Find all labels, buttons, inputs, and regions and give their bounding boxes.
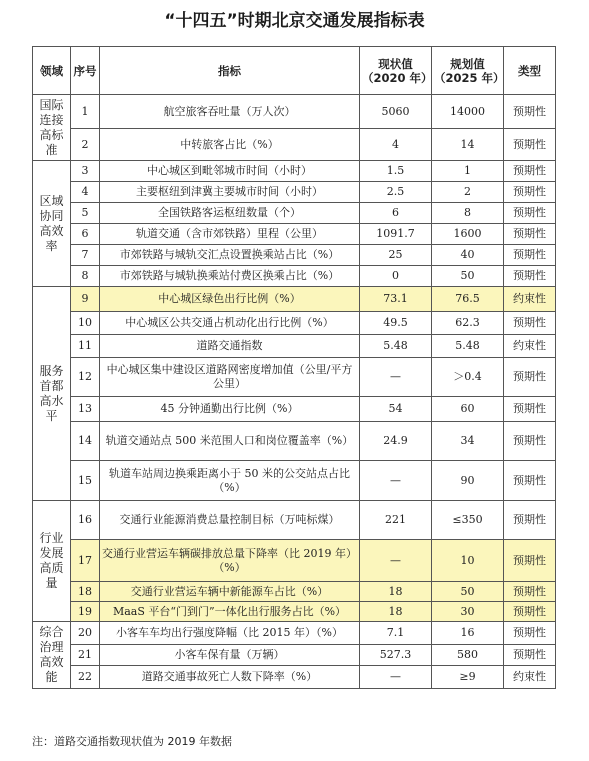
indicator-type: 约束性 [504, 335, 556, 358]
target-value: ≤350 [432, 501, 504, 540]
current-value: — [360, 358, 432, 397]
table-row [33, 95, 556, 129]
domain-cell: 行业发展高质量 [33, 501, 71, 622]
table-row [33, 224, 556, 245]
indicator-cell: 45 分钟通勤出行比例（%） [100, 397, 360, 422]
header-type: 类型 [504, 47, 556, 95]
table-row [33, 129, 556, 161]
target-value: 2 [432, 182, 504, 203]
header-indicator: 指标 [100, 47, 360, 95]
indicator-type: 预期性 [504, 266, 556, 287]
current-value: 5.48 [360, 335, 432, 358]
indicator-cell: 中转旅客占比（%） [100, 129, 360, 161]
target-value: 30 [432, 602, 504, 622]
table-row [33, 312, 556, 335]
table-row [33, 461, 556, 501]
table-row [33, 501, 556, 540]
indicator-cell: 中心城区到毗邻城市时间（小时） [100, 161, 360, 182]
row-number: 16 [71, 501, 100, 540]
row-number: 6 [71, 224, 100, 245]
target-value: 14 [432, 129, 504, 161]
indicator-cell: 轨道车站周边换乘距离小于 50 米的公交站点占比（%） [100, 461, 360, 501]
row-number: 8 [71, 266, 100, 287]
table-row [33, 287, 556, 312]
current-value: 6 [360, 203, 432, 224]
target-value: 14000 [432, 95, 504, 129]
table-row [33, 622, 556, 645]
indicator-type: 约束性 [504, 287, 556, 312]
target-value: 8 [432, 203, 504, 224]
target-value: 1600 [432, 224, 504, 245]
row-number: 18 [71, 582, 100, 602]
current-value: 25 [360, 245, 432, 266]
row-number: 12 [71, 358, 100, 397]
indicator-type: 预期性 [504, 645, 556, 666]
indicator-type: 预期性 [504, 397, 556, 422]
current-value: 1.5 [360, 161, 432, 182]
indicator-type: 预期性 [504, 540, 556, 582]
current-value: 49.5 [360, 312, 432, 335]
indicator-cell: 市郊铁路与城轨交汇点设置换乘站占比（%） [100, 245, 360, 266]
footnote: 注：道路交通指数现状值为 2019 年数据 [32, 735, 232, 748]
domain-cell: 综合治理高效能 [33, 622, 71, 689]
row-number: 20 [71, 622, 100, 645]
indicator-cell: 轨道交通站点 500 米范围人口和岗位覆盖率（%） [100, 422, 360, 461]
indicator-type: 预期性 [504, 582, 556, 602]
target-value: 1 [432, 161, 504, 182]
current-value: 221 [360, 501, 432, 540]
current-value: — [360, 540, 432, 582]
current-value: 54 [360, 397, 432, 422]
row-number: 14 [71, 422, 100, 461]
current-value: 24.9 [360, 422, 432, 461]
header-target: 规划值 （2025 年） [432, 47, 504, 95]
table-row [33, 540, 556, 582]
table-row [33, 397, 556, 422]
domain-cell: 国际连接高标准 [33, 95, 71, 161]
indicator-cell: 道路交通事故死亡人数下降率（%） [100, 666, 360, 689]
indicator-cell: 航空旅客吞吐量（万人次） [100, 95, 360, 129]
current-value: 73.1 [360, 287, 432, 312]
header-no: 序号 [71, 47, 100, 95]
header-current: 现状值 （2020 年） [360, 47, 432, 95]
current-value: 18 [360, 602, 432, 622]
indicator-type: 预期性 [504, 358, 556, 397]
table-row [33, 422, 556, 461]
indicator-cell: 小客车保有量（万辆） [100, 645, 360, 666]
indicator-type: 预期性 [504, 501, 556, 540]
table-row [33, 161, 556, 182]
table-row [33, 358, 556, 397]
row-number: 10 [71, 312, 100, 335]
row-number: 13 [71, 397, 100, 422]
indicator-cell: 全国铁路客运枢纽数量（个） [100, 203, 360, 224]
indicator-cell: 主要枢纽到津冀主要城市时间（小时） [100, 182, 360, 203]
row-number: 3 [71, 161, 100, 182]
table-row [33, 666, 556, 689]
row-number: 17 [71, 540, 100, 582]
current-value: 7.1 [360, 622, 432, 645]
row-number: 9 [71, 287, 100, 312]
target-value: 580 [432, 645, 504, 666]
target-value: 16 [432, 622, 504, 645]
indicator-table [32, 46, 556, 689]
table-row [33, 266, 556, 287]
table-row [33, 245, 556, 266]
indicator-type: 预期性 [504, 602, 556, 622]
indicator-type: 预期性 [504, 622, 556, 645]
indicator-cell: 中心城区集中建设区道路网密度增加值（公里/平方公里） [100, 358, 360, 397]
row-number: 5 [71, 203, 100, 224]
domain-cell: 服务首都高水平 [33, 287, 71, 501]
indicator-cell: 中心城区公共交通占机动化出行比例（%） [100, 312, 360, 335]
current-value: — [360, 666, 432, 689]
current-value: 4 [360, 129, 432, 161]
header-domain: 领域 [33, 47, 71, 95]
target-value: 40 [432, 245, 504, 266]
target-value: 76.5 [432, 287, 504, 312]
indicator-type: 预期性 [504, 422, 556, 461]
indicator-cell: 交通行业营运车辆中新能源车占比（%） [100, 582, 360, 602]
indicator-cell: 交通行业能源消费总量控制目标（万吨标煤） [100, 501, 360, 540]
target-value: 50 [432, 582, 504, 602]
table-row [33, 203, 556, 224]
row-number: 15 [71, 461, 100, 501]
row-number: 21 [71, 645, 100, 666]
indicator-type: 预期性 [504, 203, 556, 224]
current-value: 5060 [360, 95, 432, 129]
domain-cell: 区域协同高效率 [33, 161, 71, 287]
indicator-cell: 轨道交通（含市郊铁路）里程（公里） [100, 224, 360, 245]
target-value: ＞0.4 [432, 358, 504, 397]
current-value: — [360, 461, 432, 501]
target-value: 10 [432, 540, 504, 582]
page-title: “十四五”时期北京交通发展指标表 [164, 11, 425, 31]
indicator-type: 预期性 [504, 161, 556, 182]
table-header-row [33, 47, 556, 95]
current-value: 527.3 [360, 645, 432, 666]
indicator-cell: 道路交通指数 [100, 335, 360, 358]
row-number: 22 [71, 666, 100, 689]
row-number: 1 [71, 95, 100, 129]
target-value: 50 [432, 266, 504, 287]
table-row [33, 182, 556, 203]
indicator-type: 预期性 [504, 312, 556, 335]
row-number: 7 [71, 245, 100, 266]
table-row [33, 582, 556, 602]
current-value: 1091.7 [360, 224, 432, 245]
indicator-type: 约束性 [504, 666, 556, 689]
indicator-cell: 中心城区绿色出行比例（%） [100, 287, 360, 312]
table-row [33, 645, 556, 666]
target-value: 90 [432, 461, 504, 501]
target-value: 34 [432, 422, 504, 461]
current-value: 0 [360, 266, 432, 287]
indicator-type: 预期性 [504, 461, 556, 501]
indicator-type: 预期性 [504, 95, 556, 129]
row-number: 11 [71, 335, 100, 358]
row-number: 4 [71, 182, 100, 203]
indicator-type: 预期性 [504, 224, 556, 245]
indicator-cell: MaaS 平台“门到门”一体化出行服务占比（%） [100, 602, 360, 622]
target-value: ≥9 [432, 666, 504, 689]
target-value: 62.3 [432, 312, 504, 335]
indicator-cell: 市郊铁路与城轨换乘站付费区换乘占比（%） [100, 266, 360, 287]
row-number: 19 [71, 602, 100, 622]
current-value: 2.5 [360, 182, 432, 203]
indicator-cell: 小客车车均出行强度降幅（比 2015 年）（%） [100, 622, 360, 645]
indicator-type: 预期性 [504, 129, 556, 161]
indicator-type: 预期性 [504, 245, 556, 266]
row-number: 2 [71, 129, 100, 161]
target-value: 60 [432, 397, 504, 422]
target-value: 5.48 [432, 335, 504, 358]
table-row [33, 335, 556, 358]
current-value: 18 [360, 582, 432, 602]
indicator-cell: 交通行业营运车辆碳排放总量下降率（比 2019 年）（%） [100, 540, 360, 582]
indicator-type: 预期性 [504, 182, 556, 203]
table-row [33, 602, 556, 622]
